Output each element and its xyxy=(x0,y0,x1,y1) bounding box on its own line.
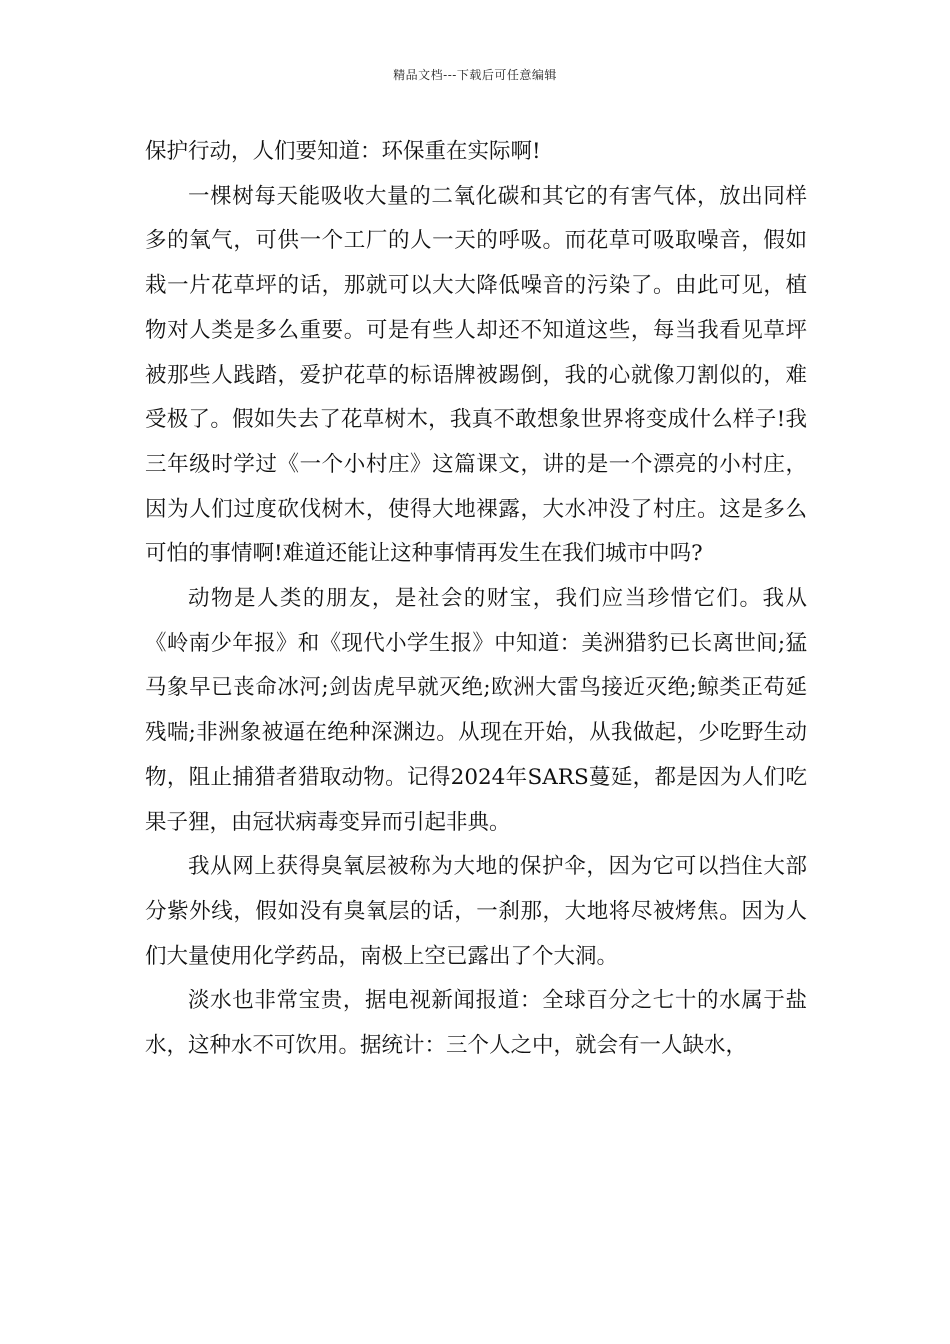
paragraph-water: 淡水也非常宝贵，据电视新闻报道：全球百分之七十的水属于盐水，这种水不可饮用。据统计：三个人之中，就会有一人缺水， xyxy=(145,988,807,1059)
paragraph-continuation: 保护行动，人们要知道：环保重在实际啊! xyxy=(145,139,541,164)
page-header: 精品文档---下载后可任意编辑 xyxy=(393,68,557,82)
document-body xyxy=(145,130,807,1069)
paragraph-trees: 一棵树每天能吸收大量的二氧化碳和其它的有害气体，放出同样多的氧气，可供一个工厂的人一天的呼吸。而花草可吸取噪音，假如栽一片花草坪的话，那就可以大大降低噪音的污染了。由此可见，植物对人类是多么重要。可是有些人却还不知道这些，每当我看见草坪被那些人践踏，爱护花草的标语牌被踢倒，我的心就像刀割似的，难受极了。假如失去了花草树木，我真不敢想象世界将变成什么样子!我三年级时学过《一个小村庄》这篇课文，讲的是一个漂亮的小村庄，因为人们过度砍伐树木，使得大地裸露，大水冲没了村庄。这是多么可怕的事情啊!难道还能让这种事情再发生在我们城市中吗? xyxy=(145,183,807,567)
paragraph-ozone: 我从网上获得臭氧层被称为大地的保护伞，因为它可以挡住大部分紫外线，假如没有臭氧层的话，一刹那，大地将尽被烤焦。因为人们大量使用化学药品，南极上空已露出了个大洞。 xyxy=(145,854,807,969)
paragraph-animals: 动物是人类的朋友，是社会的财宝，我们应当珍惜它们。我从《岭南少年报》和《现代小学生报》中知道：美洲猎豹已长离世间;猛马象早已丧命冰河;剑齿虎早就灭绝;欧洲大雷鸟接近灭绝;鲸类正苟延残喘;非洲象被逼在绝种深渊边。从现在开始，从我做起，少吃野生动物，阻止捕猎者猎取动物。记得2024年SARS蔓延，都是因为人们吃果子狸，由冠状病毒变异而引起非典。 xyxy=(145,586,807,835)
